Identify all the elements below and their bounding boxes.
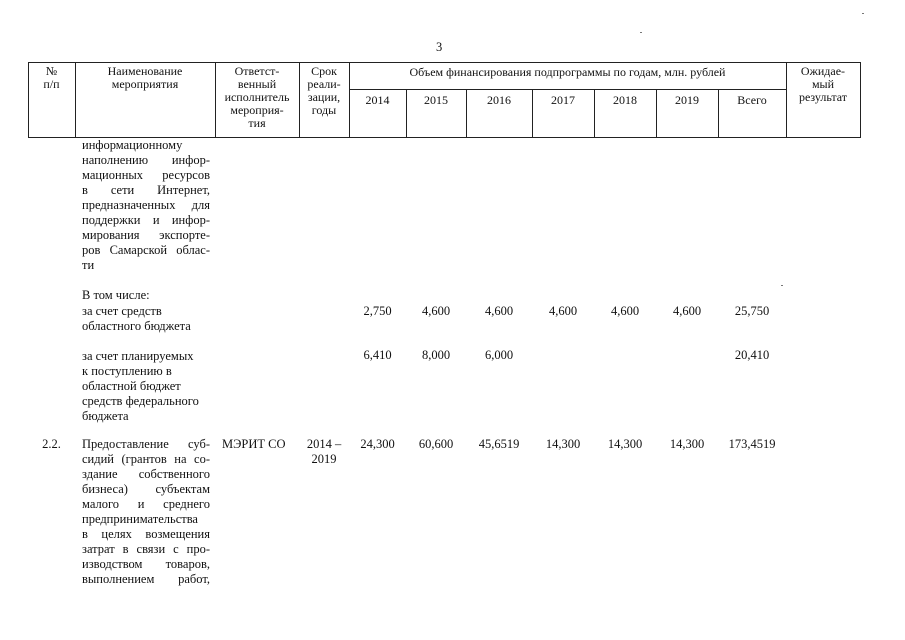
row-number: 2.2. xyxy=(42,437,61,451)
including-label: В том числе: xyxy=(82,288,150,302)
scan-speck xyxy=(862,13,864,14)
activity-name: Предоставление суб- сидий (грантов на со- здание собственного бизнеса) субъектам малого и среднего предпринимательства в целях возмещения затрат в связи с про- изводством товаров, выполнением работ, xyxy=(82,437,210,586)
header-year-2017: 2017 xyxy=(551,93,575,107)
header-col-term: Срок реали- зации, годы xyxy=(307,64,341,117)
header-col-name: Наименование мероприятия xyxy=(107,64,183,91)
header-col-responsible: Ответст- венный исполнитель мероприя- тия xyxy=(224,64,290,130)
funding-total: 173,4519 xyxy=(728,437,776,451)
header-year-total: Всего xyxy=(737,93,767,107)
col-border xyxy=(860,62,861,138)
regional-2016: 4,600 xyxy=(484,304,514,318)
regional-budget-label: за счет средств областного бюджета xyxy=(82,304,191,333)
term: 2014 – 2019 xyxy=(306,437,342,466)
header-top-border xyxy=(28,62,861,63)
regional-total: 25,750 xyxy=(734,304,770,318)
federal-2015: 8,000 xyxy=(421,348,451,362)
header-year-2019: 2019 xyxy=(675,93,699,107)
federal-2016: 6,000 xyxy=(484,348,514,362)
regional-2014: 2,750 xyxy=(363,304,392,318)
funding-2015: 60,600 xyxy=(418,437,454,451)
header-year-2015: 2015 xyxy=(424,93,448,107)
header-col-number: № п/п xyxy=(43,64,60,91)
regional-2017: 4,600 xyxy=(548,304,578,318)
executor: МЭРИТ СО xyxy=(222,437,286,451)
header-year-2018: 2018 xyxy=(613,93,637,107)
federal-budget-label: за счет планируемых к поступлению в областной бюджет средств федерального бюджета xyxy=(82,349,199,423)
federal-total: 20,410 xyxy=(734,348,770,362)
regional-2019: 4,600 xyxy=(672,304,702,318)
funding-subheader-border xyxy=(349,89,786,90)
scan-speck xyxy=(640,32,642,33)
header-col-result: Ожидае- мый результат xyxy=(798,64,848,104)
regional-2015: 4,600 xyxy=(421,304,451,318)
scan-speck xyxy=(781,285,783,286)
header-year-2016: 2016 xyxy=(487,93,511,107)
page-number: 3 xyxy=(436,40,443,54)
funding-2018: 14,300 xyxy=(607,437,643,451)
funding-2014: 24,300 xyxy=(360,437,395,451)
header-col-funding: Объем финансирования подпрограммы по годам, млн. рублей xyxy=(409,65,726,79)
regional-2018: 4,600 xyxy=(610,304,640,318)
federal-2014: 6,410 xyxy=(363,348,392,362)
funding-2019: 14,300 xyxy=(669,437,705,451)
header-year-2014: 2014 xyxy=(365,93,390,107)
funding-2017: 14,300 xyxy=(545,437,581,451)
funding-2016: 45,6519 xyxy=(478,437,520,451)
continued-activity-name: информационному наполнению инфор- мационных ресурсов в сети Интернет, предназначенных для поддержки и инфор- мирования экспорте- ров Самарской облас- ти xyxy=(82,138,210,272)
